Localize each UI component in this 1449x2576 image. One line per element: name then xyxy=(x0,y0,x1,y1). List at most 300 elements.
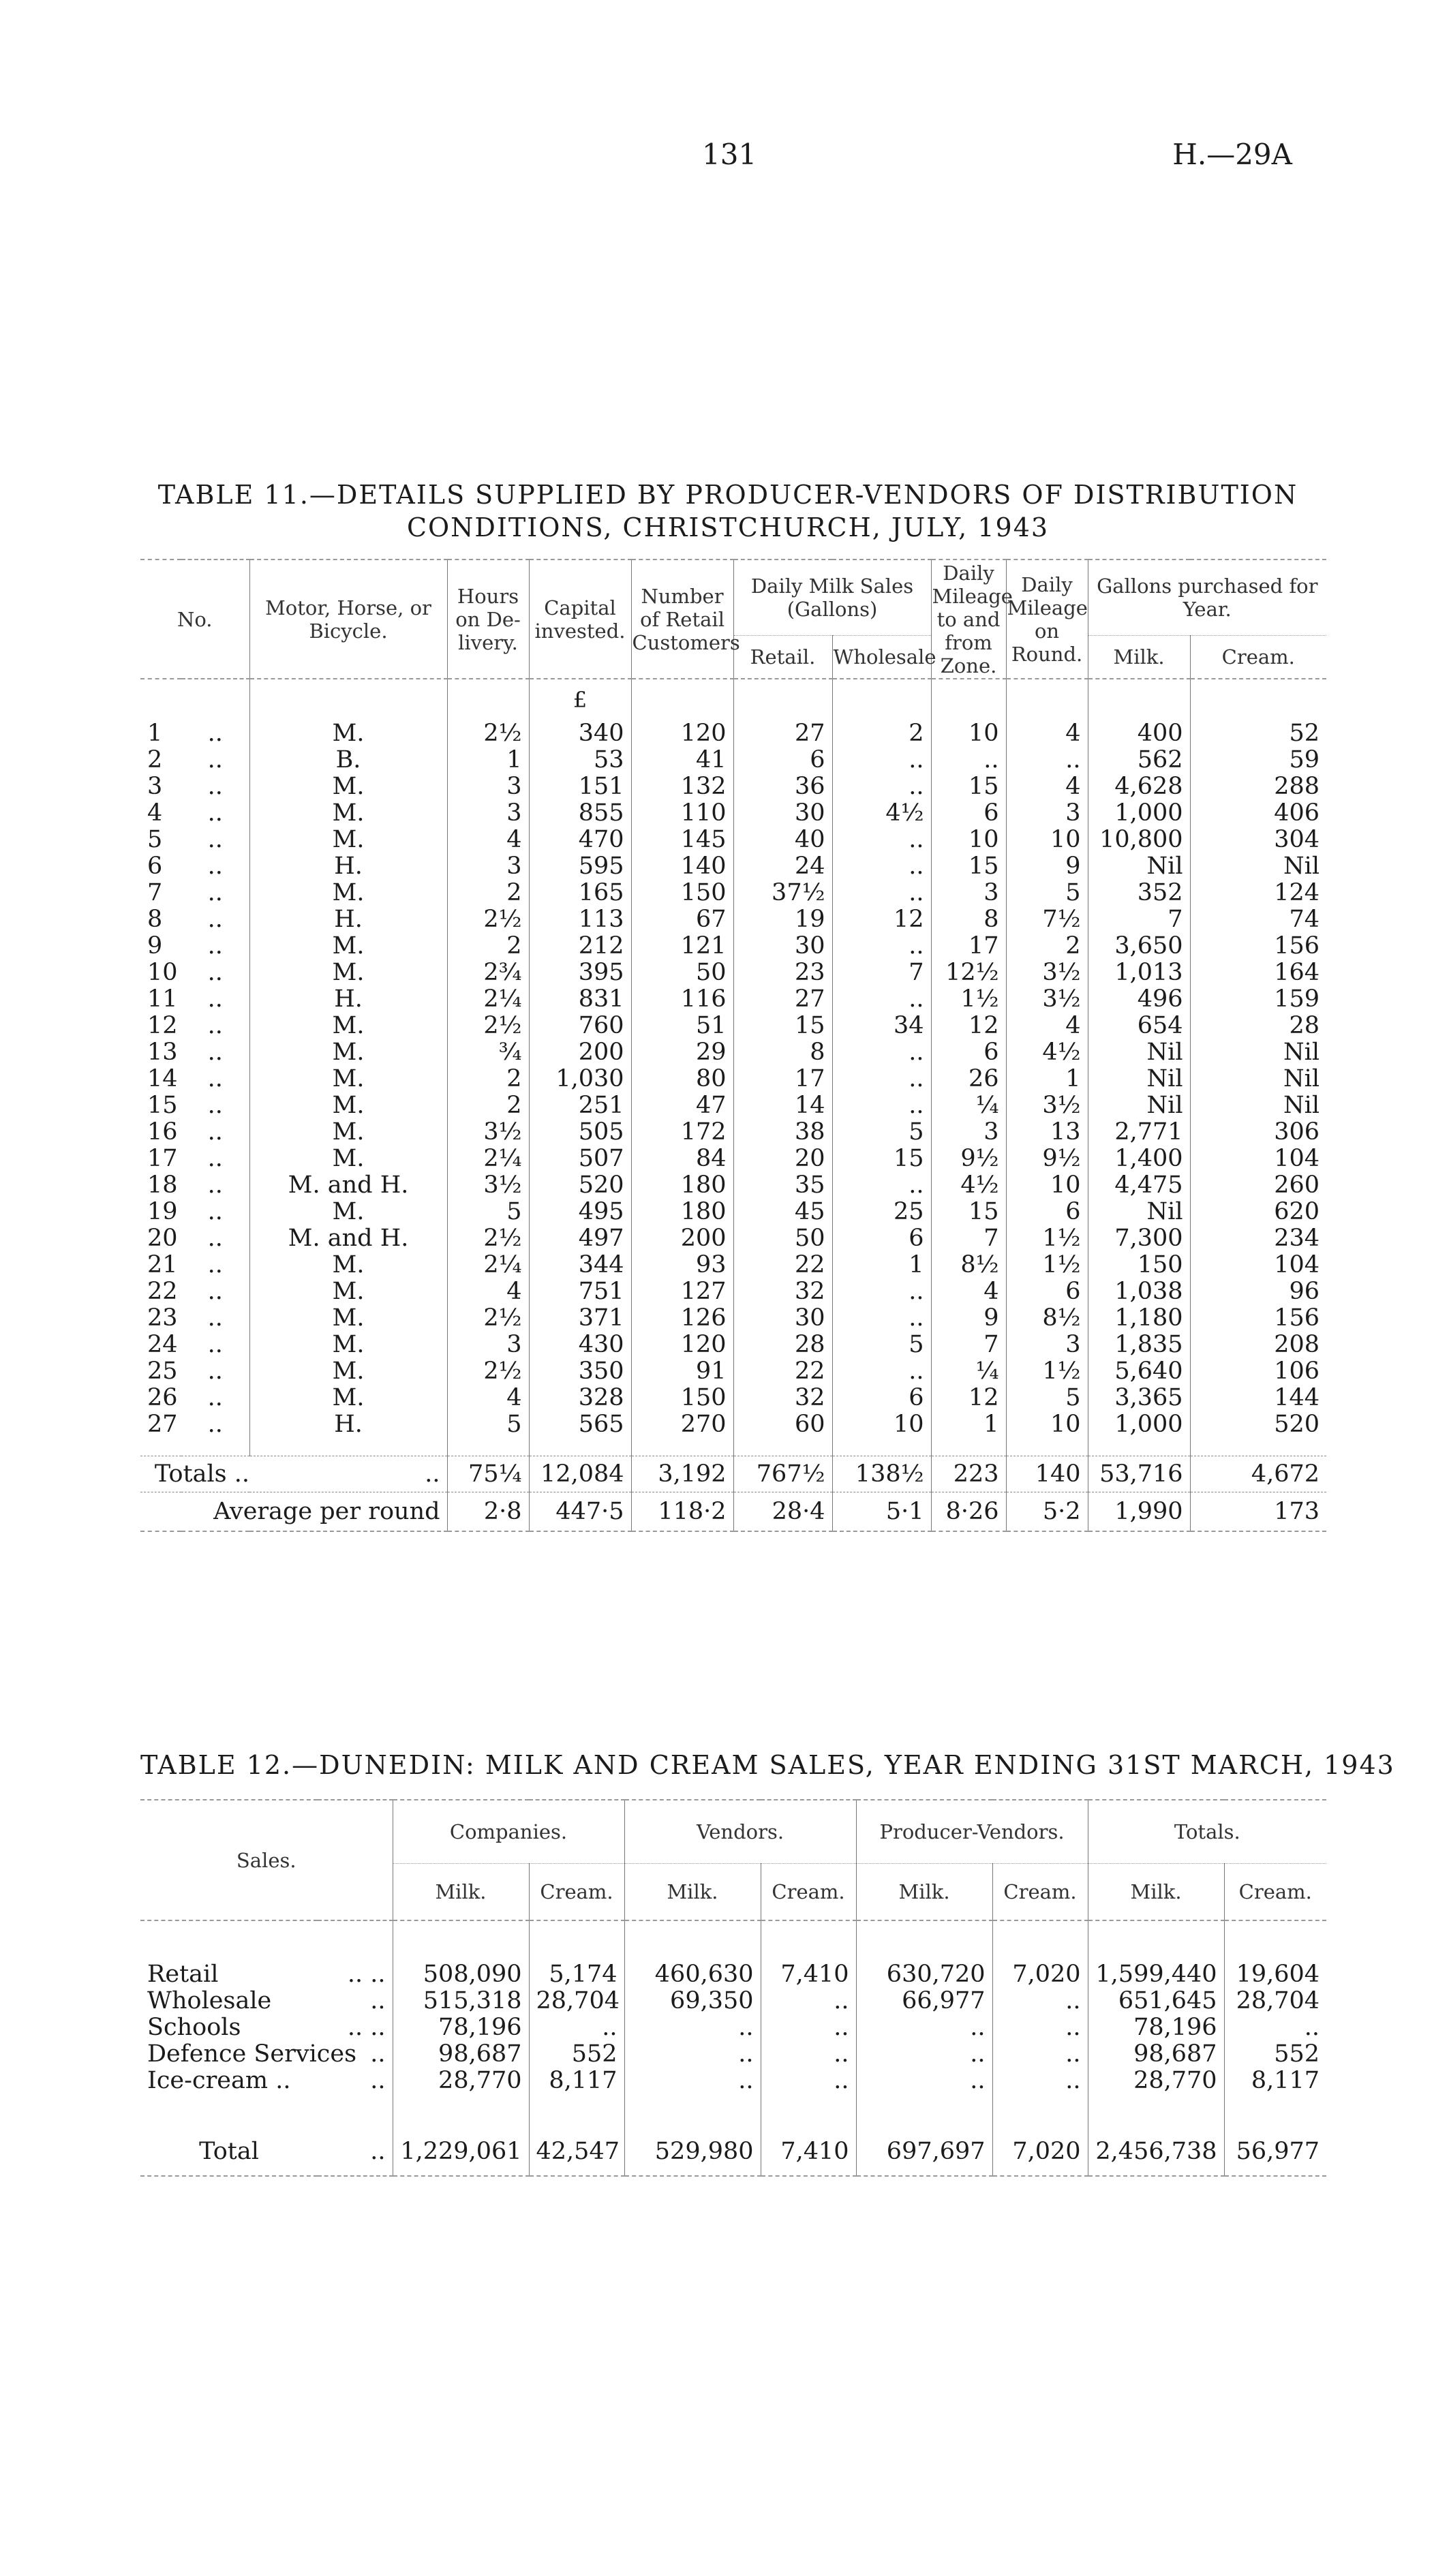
row-milk: 5,640 xyxy=(1088,1358,1190,1385)
row-cream: Nil xyxy=(1190,853,1326,880)
row-retail: 50 xyxy=(733,1225,832,1252)
row-retail: 35 xyxy=(733,1172,832,1199)
col-customers: Number of Retail Customers xyxy=(631,559,733,679)
row-mileage-round: 6 xyxy=(1006,1199,1088,1225)
row-capital: 53 xyxy=(529,747,631,773)
row-no: 18 xyxy=(147,1171,178,1199)
row-dots: .. xyxy=(207,1198,223,1225)
row-customers: 91 xyxy=(631,1358,733,1385)
table11-row xyxy=(140,1225,1326,1252)
row-hours: 2 xyxy=(447,933,529,960)
col-companies-cream: Cream. xyxy=(529,1864,624,1921)
col-no: No. xyxy=(140,559,249,679)
table11-row xyxy=(140,720,1326,747)
average-hours: 2·8 xyxy=(447,1492,529,1532)
t12-total-producer-milk: 697,697 xyxy=(856,2128,992,2176)
currency-mark: £ xyxy=(529,679,631,720)
t12-row-dots: .. xyxy=(370,2040,386,2068)
row-mileage-zone: 12 xyxy=(931,1013,1006,1039)
table11 xyxy=(140,559,1326,1532)
t12-row-label: Schools xyxy=(147,2014,241,2041)
table12-header xyxy=(140,1800,1326,1920)
row-dots: .. xyxy=(207,1171,223,1199)
table11-row xyxy=(140,1199,1326,1225)
totals-milk: 53,716 xyxy=(1088,1456,1190,1492)
row-customers: 80 xyxy=(631,1066,733,1092)
t12-producer-cream: 7,020 xyxy=(992,1961,1088,1988)
row-dots: .. xyxy=(207,879,223,906)
col-vendors-cream: Cream. xyxy=(761,1864,856,1921)
row-hours: 2½ xyxy=(447,906,529,933)
row-vehicle: M. xyxy=(249,827,447,853)
row-dots: .. xyxy=(207,959,223,986)
row-customers: 180 xyxy=(631,1199,733,1225)
row-customers: 51 xyxy=(631,1013,733,1039)
t12-vendors-milk: 69,350 xyxy=(624,1988,761,2014)
row-wholesale: .. xyxy=(832,1092,931,1119)
row-dots: .. xyxy=(207,1278,223,1305)
row-hours: 4 xyxy=(447,1278,529,1305)
t12-vendors-cream: .. xyxy=(761,2041,856,2068)
row-hours: 3½ xyxy=(447,1119,529,1146)
row-retail: 30 xyxy=(733,800,832,827)
table11-row xyxy=(140,1411,1326,1438)
row-capital: 151 xyxy=(529,773,631,800)
row-no: 6 xyxy=(147,853,163,880)
col-totals-milk: Milk. xyxy=(1088,1864,1224,1921)
row-cream: 288 xyxy=(1190,773,1326,800)
row-no: 25 xyxy=(147,1358,178,1385)
row-retail: 40 xyxy=(733,827,832,853)
t12-row-dots: .. .. xyxy=(347,1961,386,1988)
table11-row xyxy=(140,1066,1326,1092)
row-wholesale: .. xyxy=(832,827,931,853)
row-cream: 164 xyxy=(1190,960,1326,986)
row-vehicle: M. xyxy=(249,1358,447,1385)
row-mileage-zone: 15 xyxy=(931,773,1006,800)
row-vehicle: M. xyxy=(249,1039,447,1066)
row-dots: .. xyxy=(207,853,223,880)
row-vehicle: M. xyxy=(249,1146,447,1172)
table11-row xyxy=(140,880,1326,906)
row-vehicle: M. xyxy=(249,1278,447,1305)
t12-row-label: Wholesale xyxy=(147,1987,272,2014)
row-vehicle: M. xyxy=(249,1252,447,1278)
t12-producer-cream: .. xyxy=(992,2014,1088,2041)
row-hours: 5 xyxy=(447,1199,529,1225)
row-mileage-round: 10 xyxy=(1006,1411,1088,1438)
row-dots: .. xyxy=(207,1039,223,1066)
t12-companies-milk: 508,090 xyxy=(393,1961,529,1988)
row-mileage-round: 8½ xyxy=(1006,1305,1088,1332)
row-dots: .. xyxy=(207,826,223,853)
t12-producer-milk: 66,977 xyxy=(856,1988,992,2014)
row-milk: 1,013 xyxy=(1088,960,1190,986)
row-customers: 150 xyxy=(631,880,733,906)
row-hours: 1 xyxy=(447,747,529,773)
row-wholesale: .. xyxy=(832,1358,931,1385)
average-mileage-zone: 8·26 xyxy=(931,1492,1006,1532)
row-dots: .. xyxy=(207,746,223,773)
row-milk: 1,000 xyxy=(1088,1411,1190,1438)
row-no: 12 xyxy=(147,1012,178,1039)
row-wholesale: 4½ xyxy=(832,800,931,827)
row-wholesale: 5 xyxy=(832,1119,931,1146)
row-mileage-round: 1 xyxy=(1006,1066,1088,1092)
row-milk: 1,000 xyxy=(1088,800,1190,827)
row-hours: 2½ xyxy=(447,1225,529,1252)
row-customers: 50 xyxy=(631,960,733,986)
row-cream: 28 xyxy=(1190,1013,1326,1039)
t12-companies-cream: 552 xyxy=(529,2041,624,2068)
table11-title-line2: CONDITIONS, CHRISTCHURCH, JULY, 1943 xyxy=(406,512,1050,542)
row-mileage-zone: 15 xyxy=(931,853,1006,880)
row-cream: 144 xyxy=(1190,1385,1326,1411)
row-customers: 145 xyxy=(631,827,733,853)
row-capital: 497 xyxy=(529,1225,631,1252)
row-dots: .. xyxy=(207,1145,223,1172)
row-dots: .. xyxy=(207,1304,223,1332)
row-no: 27 xyxy=(147,1411,178,1438)
col-milk: Milk. xyxy=(1088,636,1190,679)
row-hours: 2 xyxy=(447,1066,529,1092)
row-cream: 96 xyxy=(1190,1278,1326,1305)
row-retail: 32 xyxy=(733,1278,832,1305)
col-companies-milk: Milk. xyxy=(393,1864,529,1921)
row-mileage-zone: 1½ xyxy=(931,986,1006,1013)
t12-totals-milk: 651,645 xyxy=(1088,1988,1224,2014)
row-dots: .. xyxy=(207,1251,223,1278)
row-retail: 14 xyxy=(733,1092,832,1119)
row-wholesale: .. xyxy=(832,1066,931,1092)
row-mileage-round: 4½ xyxy=(1006,1039,1088,1066)
row-no: 15 xyxy=(147,1092,178,1119)
table12-summary xyxy=(140,2094,1326,2176)
row-no: 1 xyxy=(147,720,163,747)
row-vehicle: M. xyxy=(249,800,447,827)
row-customers: 132 xyxy=(631,773,733,800)
col-gallons: Gallons purchased for Year. xyxy=(1088,559,1326,636)
t12-total-totals-milk: 2,456,738 xyxy=(1088,2128,1224,2176)
row-cream: 104 xyxy=(1190,1146,1326,1172)
table11-row xyxy=(140,1119,1326,1146)
t12-totals-cream: 19,604 xyxy=(1224,1961,1326,1988)
row-hours: 3½ xyxy=(447,1172,529,1199)
row-mileage-round: 10 xyxy=(1006,827,1088,853)
row-hours: 2¾ xyxy=(447,960,529,986)
t12-totals-cream: 8,117 xyxy=(1224,2068,1326,2094)
row-capital: 595 xyxy=(529,853,631,880)
row-hours: 2½ xyxy=(447,720,529,747)
row-customers: 93 xyxy=(631,1252,733,1278)
row-mileage-zone: 26 xyxy=(931,1066,1006,1092)
row-capital: 340 xyxy=(529,720,631,747)
row-retail: 30 xyxy=(733,933,832,960)
row-mileage-round: 3½ xyxy=(1006,986,1088,1013)
totals-capital: 12,084 xyxy=(529,1456,631,1492)
table11-row xyxy=(140,1013,1326,1039)
row-vehicle: M. xyxy=(249,1385,447,1411)
row-retail: 36 xyxy=(733,773,832,800)
row-mileage-round: 10 xyxy=(1006,1172,1088,1199)
average-cream: 173 xyxy=(1190,1492,1326,1532)
t12-vendors-milk: .. xyxy=(624,2068,761,2094)
row-vehicle: M. xyxy=(249,880,447,906)
row-customers: 120 xyxy=(631,1332,733,1358)
row-no: 16 xyxy=(147,1118,178,1146)
row-mileage-zone: 3 xyxy=(931,1119,1006,1146)
row-mileage-zone: 6 xyxy=(931,1039,1006,1066)
t12-total-totals-cream: 56,977 xyxy=(1224,2128,1326,2176)
row-no: 21 xyxy=(147,1251,178,1278)
row-milk: Nil xyxy=(1088,1039,1190,1066)
row-milk: 654 xyxy=(1088,1013,1190,1039)
row-mileage-round: 2 xyxy=(1006,933,1088,960)
row-capital: 200 xyxy=(529,1039,631,1066)
col-wholesale: Wholesale xyxy=(832,636,931,679)
row-retail: 37½ xyxy=(733,880,832,906)
row-capital: 470 xyxy=(529,827,631,853)
table12-row xyxy=(140,1961,1326,1988)
t12-companies-milk: 28,770 xyxy=(393,2068,529,2094)
row-mileage-round: 3½ xyxy=(1006,960,1088,986)
row-mileage-round: 1½ xyxy=(1006,1358,1088,1385)
t12-producer-milk: 630,720 xyxy=(856,1961,992,1988)
col-producer-milk: Milk. xyxy=(856,1864,992,1921)
t12-row-label: Defence Services xyxy=(147,2040,357,2068)
row-vehicle: M. and H. xyxy=(249,1225,447,1252)
row-capital: 113 xyxy=(529,906,631,933)
table11-title-line1: TABLE 11.—DETAILS SUPPLIED BY PRODUCER-VENDORS OF DISTRIBUTION xyxy=(157,480,1298,510)
row-hours: ¾ xyxy=(447,1039,529,1066)
row-mileage-round: 3 xyxy=(1006,1332,1088,1358)
row-vehicle: M. xyxy=(249,1332,447,1358)
totals-retail: 767½ xyxy=(733,1456,832,1492)
row-capital: 565 xyxy=(529,1411,631,1438)
row-hours: 2 xyxy=(447,1092,529,1119)
average-wholesale: 5·1 xyxy=(832,1492,931,1532)
row-mileage-round: 9½ xyxy=(1006,1146,1088,1172)
row-retail: 20 xyxy=(733,1146,832,1172)
row-mileage-zone: 1 xyxy=(931,1411,1006,1438)
row-cream: 74 xyxy=(1190,906,1326,933)
row-retail: 19 xyxy=(733,906,832,933)
row-retail: 17 xyxy=(733,1066,832,1092)
row-wholesale: 25 xyxy=(832,1199,931,1225)
row-cream: 106 xyxy=(1190,1358,1326,1385)
table11-body xyxy=(140,679,1326,1438)
row-hours: 2¼ xyxy=(447,1252,529,1278)
row-vehicle: M. xyxy=(249,1119,447,1146)
row-dots: .. xyxy=(207,799,223,827)
t12-total-vendors-cream: 7,410 xyxy=(761,2128,856,2176)
row-wholesale: 15 xyxy=(832,1146,931,1172)
row-milk: Nil xyxy=(1088,853,1190,880)
totals-dots: .. xyxy=(249,1456,447,1492)
table11-row xyxy=(140,1358,1326,1385)
table11-row xyxy=(140,933,1326,960)
t12-companies-milk: 98,687 xyxy=(393,2041,529,2068)
row-wholesale: .. xyxy=(832,1039,931,1066)
row-no: 5 xyxy=(147,826,163,853)
row-retail: 38 xyxy=(733,1119,832,1146)
row-capital: 212 xyxy=(529,933,631,960)
row-customers: 200 xyxy=(631,1225,733,1252)
table11-row xyxy=(140,1305,1326,1332)
col-cream: Cream. xyxy=(1190,636,1326,679)
row-cream: 620 xyxy=(1190,1199,1326,1225)
row-mileage-round: 3 xyxy=(1006,800,1088,827)
t12-producer-milk: .. xyxy=(856,2068,992,2094)
row-cream: 520 xyxy=(1190,1411,1326,1438)
row-customers: 110 xyxy=(631,800,733,827)
t12-vendors-milk: .. xyxy=(624,2041,761,2068)
row-milk: 3,650 xyxy=(1088,933,1190,960)
row-mileage-round: 9 xyxy=(1006,853,1088,880)
t12-total-vendors-milk: 529,980 xyxy=(624,2128,761,2176)
t12-row-dots: .. .. xyxy=(347,2014,386,2041)
row-mileage-round: 5 xyxy=(1006,880,1088,906)
row-capital: 520 xyxy=(529,1172,631,1199)
row-milk: 4,475 xyxy=(1088,1172,1190,1199)
row-milk: Nil xyxy=(1088,1092,1190,1119)
row-no: 23 xyxy=(147,1304,178,1332)
table11-header xyxy=(140,559,1326,679)
row-wholesale: 5 xyxy=(832,1332,931,1358)
t12-companies-milk: 78,196 xyxy=(393,2014,529,2041)
row-dots: .. xyxy=(207,720,223,747)
row-hours: 4 xyxy=(447,827,529,853)
row-vehicle: B. xyxy=(249,747,447,773)
table11-row xyxy=(140,747,1326,773)
t12-companies-cream: 5,174 xyxy=(529,1961,624,1988)
row-milk: 562 xyxy=(1088,747,1190,773)
row-wholesale: .. xyxy=(832,933,931,960)
table11-row xyxy=(140,960,1326,986)
row-wholesale: .. xyxy=(832,773,931,800)
row-customers: 47 xyxy=(631,1092,733,1119)
col-vehicle: Motor, Horse, or Bicycle. xyxy=(249,559,447,679)
table11-row xyxy=(140,773,1326,800)
row-mileage-zone: 7 xyxy=(931,1332,1006,1358)
row-hours: 4 xyxy=(447,1385,529,1411)
row-cream: 159 xyxy=(1190,986,1326,1013)
row-customers: 120 xyxy=(631,720,733,747)
row-milk: 1,180 xyxy=(1088,1305,1190,1332)
row-dots: .. xyxy=(207,1065,223,1092)
table11-row xyxy=(140,906,1326,933)
row-no: 19 xyxy=(147,1198,178,1225)
totals-hours: 75¼ xyxy=(447,1456,529,1492)
row-vehicle: M. xyxy=(249,1066,447,1092)
row-capital: 1,030 xyxy=(529,1066,631,1092)
row-no: 11 xyxy=(147,985,178,1013)
row-milk: 496 xyxy=(1088,986,1190,1013)
table11-row xyxy=(140,800,1326,827)
row-vehicle: M. xyxy=(249,933,447,960)
row-capital: 495 xyxy=(529,1199,631,1225)
row-mileage-round: 1½ xyxy=(1006,1225,1088,1252)
row-capital: 505 xyxy=(529,1119,631,1146)
row-wholesale: .. xyxy=(832,1278,931,1305)
row-vehicle: H. xyxy=(249,853,447,880)
row-hours: 3 xyxy=(447,1332,529,1358)
row-cream: Nil xyxy=(1190,1039,1326,1066)
row-hours: 2½ xyxy=(447,1013,529,1039)
totals-customers: 3,192 xyxy=(631,1456,733,1492)
row-dots: .. xyxy=(207,1225,223,1252)
row-wholesale: 2 xyxy=(832,720,931,747)
row-dots: .. xyxy=(207,932,223,960)
row-hours: 2½ xyxy=(447,1305,529,1332)
row-no: 10 xyxy=(147,959,178,986)
row-dots: .. xyxy=(207,1411,223,1438)
t12-total-companies-cream: 42,547 xyxy=(529,2128,624,2176)
col-producer-cream: Cream. xyxy=(992,1864,1088,1921)
row-wholesale: .. xyxy=(832,747,931,773)
row-dots: .. xyxy=(207,1331,223,1358)
row-dots: .. xyxy=(207,906,223,933)
row-retail: 24 xyxy=(733,853,832,880)
col-mileage-zone: Daily Mileage to and from Zone. xyxy=(931,559,1006,679)
row-customers: 41 xyxy=(631,747,733,773)
row-mileage-round: .. xyxy=(1006,747,1088,773)
col-capital: Capital invested. xyxy=(529,559,631,679)
row-dots: .. xyxy=(207,773,223,800)
row-mileage-zone: ¼ xyxy=(931,1092,1006,1119)
t12-total-producer-cream: 7,020 xyxy=(992,2128,1088,2176)
row-no: 20 xyxy=(147,1225,178,1252)
row-milk: 3,365 xyxy=(1088,1385,1190,1411)
average-milk: 1,990 xyxy=(1088,1492,1190,1532)
table11-average-row xyxy=(140,1492,1326,1532)
row-capital: 371 xyxy=(529,1305,631,1332)
t12-producer-cream: .. xyxy=(992,1988,1088,2014)
t12-vendors-milk: 460,630 xyxy=(624,1961,761,1988)
row-cream: 52 xyxy=(1190,720,1326,747)
row-cream: 304 xyxy=(1190,827,1326,853)
row-vehicle: M. xyxy=(249,1305,447,1332)
row-cream: 104 xyxy=(1190,1252,1326,1278)
row-hours: 3 xyxy=(447,773,529,800)
row-mileage-round: 4 xyxy=(1006,1013,1088,1039)
row-customers: 121 xyxy=(631,933,733,960)
row-wholesale: .. xyxy=(832,880,931,906)
row-mileage-zone: 10 xyxy=(931,720,1006,747)
average-capital: 447·5 xyxy=(529,1492,631,1532)
row-milk: 2,771 xyxy=(1088,1119,1190,1146)
table11-summary xyxy=(140,1438,1326,1531)
row-wholesale: 7 xyxy=(832,960,931,986)
row-vehicle: M. xyxy=(249,773,447,800)
row-vehicle: M. xyxy=(249,1199,447,1225)
t12-totals-milk: 28,770 xyxy=(1088,2068,1224,2094)
t12-companies-cream: 8,117 xyxy=(529,2068,624,2094)
row-hours: 2 xyxy=(447,880,529,906)
row-retail: 30 xyxy=(733,1305,832,1332)
row-dots: .. xyxy=(207,1358,223,1385)
row-wholesale: 12 xyxy=(832,906,931,933)
row-milk: 352 xyxy=(1088,880,1190,906)
row-vehicle: M. xyxy=(249,720,447,747)
row-capital: 507 xyxy=(529,1146,631,1172)
row-customers: 126 xyxy=(631,1305,733,1332)
table12 xyxy=(140,1799,1326,2177)
row-no: 17 xyxy=(147,1145,178,1172)
row-milk: 4,628 xyxy=(1088,773,1190,800)
t12-producer-cream: .. xyxy=(992,2068,1088,2094)
row-mileage-zone: 17 xyxy=(931,933,1006,960)
